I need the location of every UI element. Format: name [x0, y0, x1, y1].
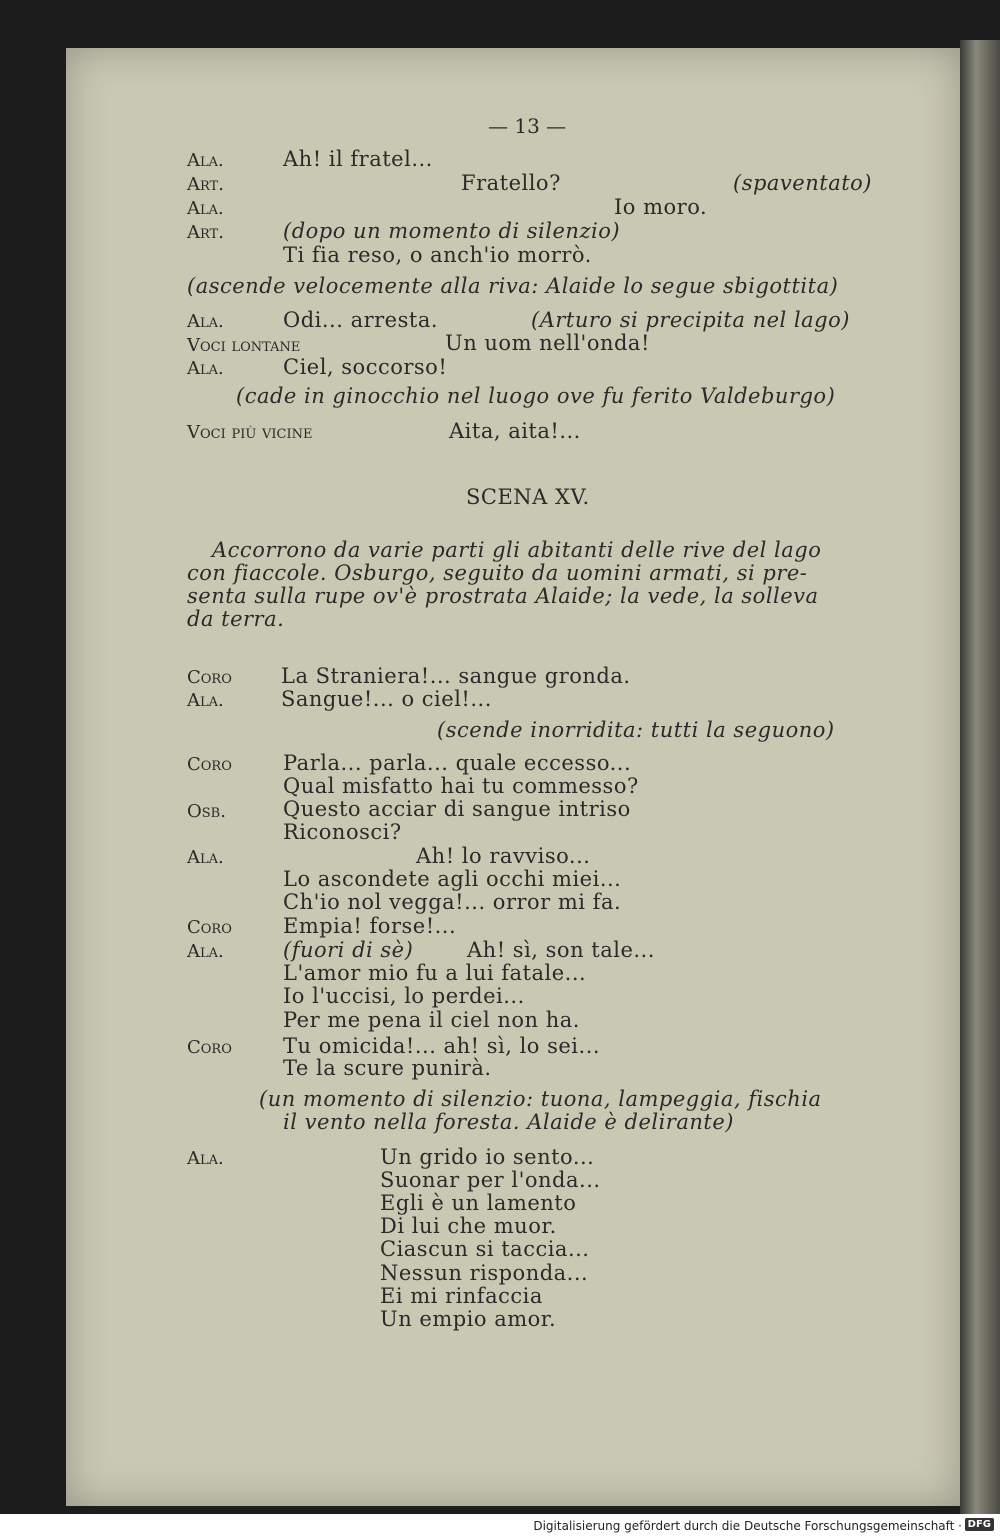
stage-direction: (dopo un momento di silenzio): [283, 219, 621, 243]
verse-line: Parla... parla... quale eccesso...: [283, 751, 632, 775]
speaker-label: Ala.: [187, 150, 224, 171]
verse-line: Io moro.: [614, 195, 708, 219]
verse-line: Questo acciar di sangue intriso: [283, 797, 631, 821]
stage-direction: il vento nella foresta. Alaide è delirante): [283, 1110, 734, 1134]
speaker-label: Ala.: [187, 358, 224, 379]
stage-direction: (un momento di silenzio: tuona, lampeggia, fischia: [259, 1087, 822, 1111]
verse-line: Ciel, soccorso!: [283, 355, 448, 379]
speaker-label: Ala.: [187, 311, 224, 332]
verse-line: Ah! il fratel...: [283, 147, 433, 171]
scene-description-line: con fiaccole. Osburgo, seguito da uomini armati, si pre-: [187, 561, 808, 585]
verse-line: Qual misfatto hai tu commesso?: [283, 774, 639, 798]
speaker-label: Coro: [187, 667, 232, 688]
verse-line: Lo ascondete agli occhi miei...: [283, 867, 622, 891]
scene-description-line: Accorrono da varie parti gli abitanti delle rive del lago: [212, 538, 822, 562]
stage-direction: (spaventato): [733, 171, 872, 195]
scene-description-line: senta sulla rupe ov'è prostrata Alaide; la vede, la solleva: [187, 584, 819, 608]
verse-line: Sangue!... o ciel!...: [281, 687, 492, 711]
footer-bar: [0, 1514, 1000, 1538]
stage-direction: (fuori di sè): [283, 938, 414, 962]
speaker-label: Ala.: [187, 690, 224, 711]
dfg-logo: DFG: [965, 1518, 994, 1531]
speaker-label: Osb.: [187, 801, 226, 822]
verse-line: Di lui che muor.: [380, 1214, 557, 1238]
verse-line: Fratello?: [461, 171, 561, 195]
verse-line: Riconosci?: [283, 820, 402, 844]
speaker-label: Ala.: [187, 198, 224, 219]
verse-line: Ciascun si taccia...: [380, 1237, 590, 1261]
verse-line: Ah! sì, son tale...: [467, 938, 655, 962]
speaker-label: Ala.: [187, 1148, 224, 1169]
verse-line: Io l'uccisi, lo perdei...: [283, 984, 525, 1008]
speaker-label: Coro: [187, 917, 232, 938]
speaker-label: Coro: [187, 1037, 232, 1058]
verse-line: Empia! forse!...: [283, 914, 457, 938]
verse-line: Odi... arresta.: [283, 308, 439, 332]
verse-line: Ei mi rinfaccia: [380, 1284, 543, 1308]
verse-line: Ti fia reso, o anch'io morrò.: [283, 243, 592, 267]
verse-line: Ch'io nol vegga!... orror mi fa.: [283, 890, 622, 914]
verse-line: Suonar per l'onda...: [380, 1168, 601, 1192]
verse-line: La Straniera!... sangue gronda.: [281, 664, 631, 688]
verse-line: Un empio amor.: [380, 1307, 557, 1331]
verse-line: Aita, aita!...: [449, 419, 581, 443]
speaker-label: Art.: [187, 174, 224, 195]
verse-line: Un grido io sento...: [380, 1145, 595, 1169]
scene-description-line: da terra.: [187, 607, 285, 631]
stage-direction: (scende inorridita: tutti la seguono): [437, 718, 835, 742]
speaker-label: Voci più vicine: [187, 422, 313, 443]
verse-line: Ah! lo ravviso...: [416, 844, 591, 868]
speaker-label: Ala.: [187, 847, 224, 868]
verse-line: Egli è un lamento: [380, 1191, 577, 1215]
verse-line: Per me pena il ciel non ha.: [283, 1008, 580, 1032]
funding-credit: Digitalisierung gefördert durch die Deutsche Forschungsgemeinschaft ·: [533, 1519, 962, 1533]
speaker-label: Coro: [187, 754, 232, 775]
book-binding-edge: [960, 40, 1000, 1515]
verse-line: Nessun risponda...: [380, 1261, 589, 1285]
verse-line: L'amor mio fu a lui fatale...: [283, 961, 587, 985]
speaker-label: Ala.: [187, 941, 224, 962]
verse-line: Un uom nell'onda!: [445, 331, 650, 355]
verse-line: Te la scure punirà.: [283, 1056, 492, 1080]
page-number: — 13 —: [488, 114, 567, 138]
stage-direction: (Arturo si precipita nel lago): [531, 308, 850, 332]
speaker-label: Art.: [187, 222, 224, 243]
stage-direction: (ascende velocemente alla riva: Alaide lo segue sbigottita): [187, 274, 839, 298]
verse-line: Tu omicida!... ah! sì, lo sei...: [283, 1034, 601, 1058]
speaker-label: Voci lontane: [187, 335, 301, 356]
scene-title: SCENA XV.: [466, 485, 590, 509]
stage-direction: (cade in ginocchio nel luogo ove fu ferito Valdeburgo): [236, 384, 836, 408]
